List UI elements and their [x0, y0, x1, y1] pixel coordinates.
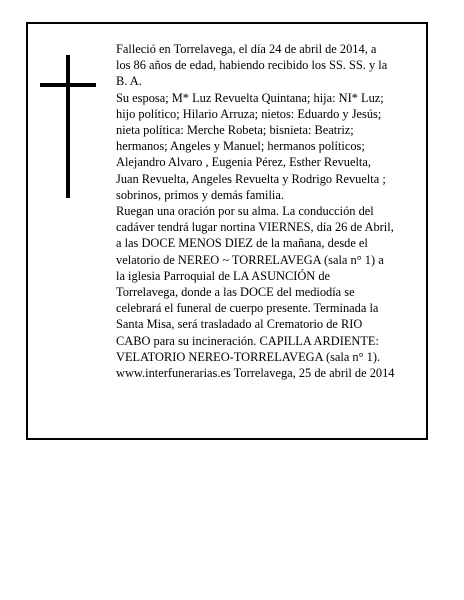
cross-vertical-bar: [66, 55, 70, 198]
obituary-text: [116, 41, 426, 381]
funeral-details-paragraph: Ruegan una oración por su alma. La conducción del cadáver tendrá lugar nortina VIERNES, día 26 de Abril, a las DOCE MENOS DIEZ de la mañana, desde el velatorio de NEREO ~ TORRELAVEGA (sala n° 1) a la iglesia Parroquial de LA ASUNCIÓN de Torrelavega, donde a las DOCE del mediodía se celebrará el funeral de cuerpo presente. Terminada la Santa Misa, será trasladado al Crematorio de RIO CABO para su incineración. CAPILLA ARDIENTE: VELATORIO NEREO-TORRELAVEGA (sala n° 1). www.interfunerarias.es Torrelavega, 25 de abril de 2014: [116, 204, 395, 381]
family-paragraph: Su esposa; M* Luz Revuelta Quintana; hija: NI* Luz; hijo político; Hilario Arruza; nietos: Eduardo y Jesús; nieta política: Merche Robeta; bisnieta: Beatriz; hermanos; Angeles y Manuel; hermanos políticos; Alejandro Alvaro , Eugenia Pérez, Esther Revuelta, Juan Revuelta, Angeles Revuelta y Rodrigo Revuelta ; sobrinos, primos y demás familia.: [116, 90, 386, 202]
cross-horizontal-bar: [40, 83, 96, 87]
death-announcement-paragraph: Falleció en Torrelavega, el día 24 de abril de 2014, a los 86 años de edad, habiendo recibido los SS. SS. y la B. A.: [116, 42, 388, 89]
cross-icon: [40, 55, 96, 198]
obituary-notice: [26, 22, 428, 440]
